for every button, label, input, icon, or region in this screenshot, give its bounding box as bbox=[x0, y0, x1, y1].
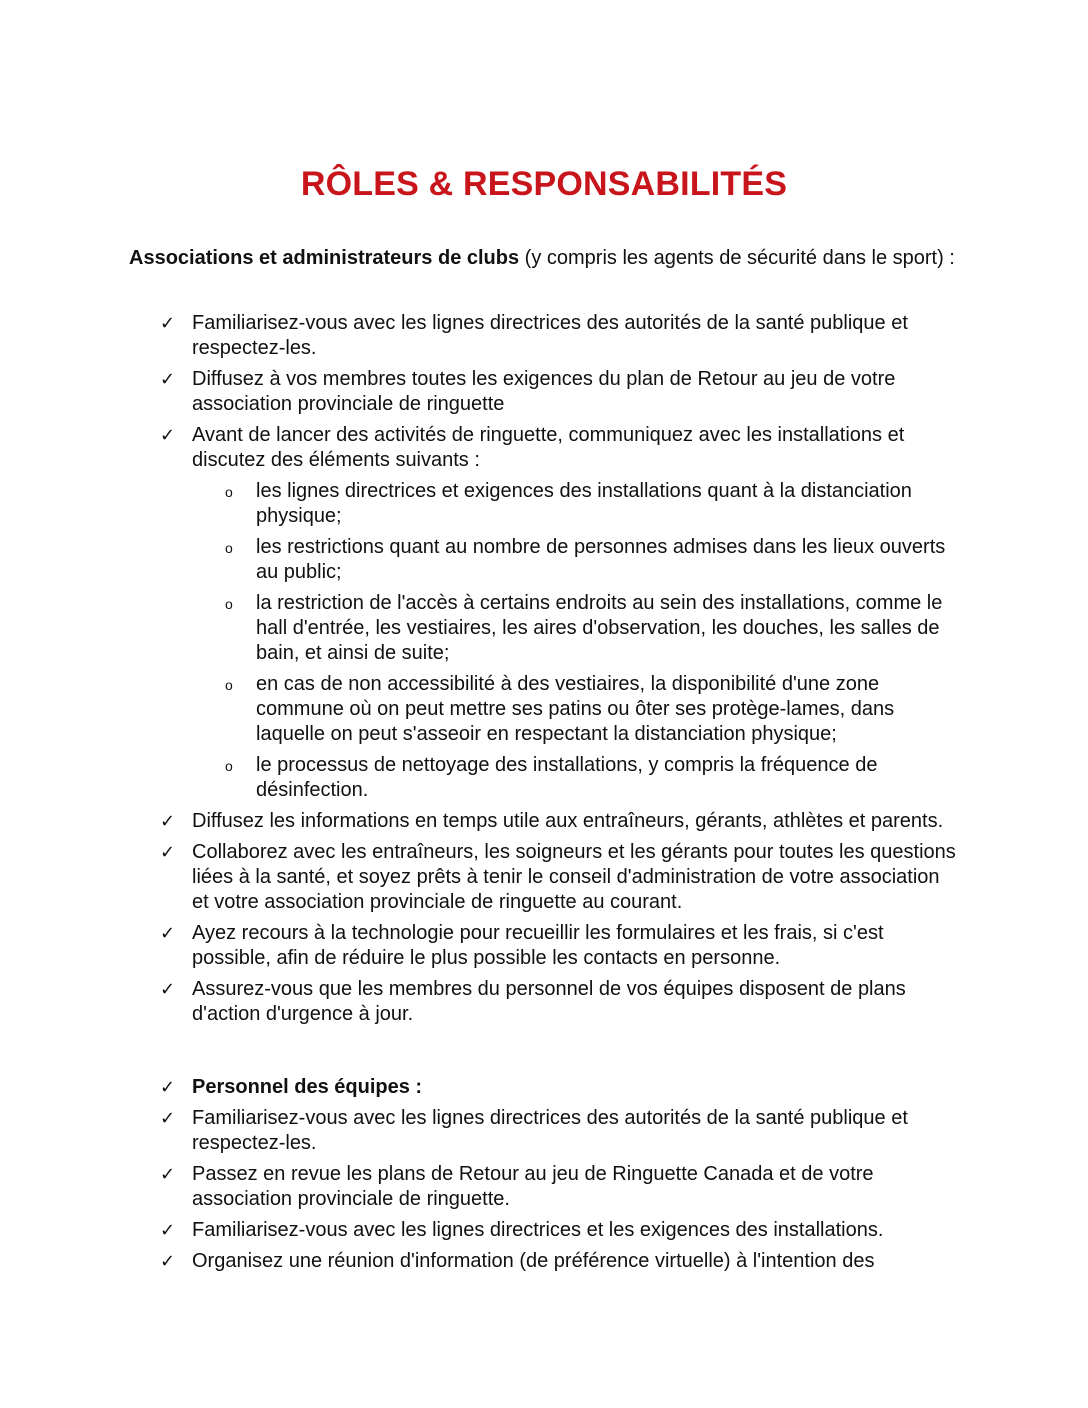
list-item-text: Collaborez avec les entraîneurs, les soigneurs et les gérants pour toutes les questions liées à la santé, et soyez prêts à tenir le conseil d'administration de votre association et votre association provinciale de ringuette au courant. bbox=[192, 841, 956, 913]
list-item bbox=[0, 1249, 960, 1274]
bullet-icon: o bbox=[225, 596, 233, 612]
page-title: RÔLES & RESPONSABILITÉS bbox=[300, 165, 788, 203]
list-item bbox=[0, 311, 960, 361]
check-icon: ✓ bbox=[160, 811, 176, 832]
sub-list-item-text: les restrictions quant au nombre de personnes admises dans les lieux ouverts au public; bbox=[256, 536, 946, 583]
check-icon: ✓ bbox=[160, 1077, 176, 1098]
bullet-icon: o bbox=[225, 677, 233, 693]
check-icon: ✓ bbox=[160, 1251, 176, 1272]
list-item-text: Familiarisez-vous avec les lignes directrices des autorités de la santé publique et respectez-les. bbox=[192, 1107, 908, 1154]
list-item-text: Avant de lancer des activités de ringuette, communiquez avec les installations et discutez des éléments suivants : bbox=[192, 424, 905, 471]
intro-bold-heading: Associations et administrateurs de clubs bbox=[129, 247, 520, 269]
section-heading-item bbox=[0, 1075, 960, 1100]
list-item-text: Familiarisez-vous avec les lignes directrices et les exigences des installations. bbox=[192, 1219, 884, 1241]
sub-list-item-text: la restriction de l'accès à certains endroits au sein des installations, comme le hall d'entrée, les vestiaires, les aires d'observation, les douches, les salles de bain, et ainsi de suite; bbox=[256, 592, 943, 664]
list-item bbox=[0, 1106, 960, 1156]
bullet-icon: o bbox=[225, 540, 233, 556]
list-item-text: Organisez une réunion d'information (de préférence virtuelle) à l'intention des bbox=[192, 1250, 875, 1272]
check-icon: ✓ bbox=[160, 979, 176, 1000]
responsibilities-list-associations bbox=[0, 311, 1088, 1033]
list-item-text: Ayez recours à la technologie pour recueillir les formulaires et les frais, si c'est possible, afin de réduire le plus possible les contacts en personne. bbox=[192, 922, 884, 969]
list-item bbox=[0, 977, 960, 1027]
list-item bbox=[0, 921, 960, 971]
sub-list-item-text: le processus de nettoyage des installations, y compris la fréquence de désinfection. bbox=[256, 754, 878, 801]
sub-list-item bbox=[0, 479, 960, 529]
list-item bbox=[0, 1218, 960, 1243]
sub-list-item bbox=[0, 672, 960, 747]
check-icon: ✓ bbox=[160, 1164, 176, 1185]
sub-list-item-text: les lignes directrices et exigences des installations quant à la distanciation physique; bbox=[256, 480, 912, 527]
sub-list-item bbox=[0, 535, 960, 585]
intro-paragraph bbox=[129, 245, 959, 271]
check-icon: ✓ bbox=[160, 923, 176, 944]
sub-list-item bbox=[0, 591, 960, 666]
list-item bbox=[0, 423, 960, 473]
sub-list-item bbox=[0, 753, 960, 803]
list-item-text: Familiarisez-vous avec les lignes directrices des autorités de la santé publique et respectez-les. bbox=[192, 312, 908, 359]
list-item bbox=[0, 367, 960, 417]
list-item bbox=[0, 809, 960, 834]
list-item-text: Diffusez les informations en temps utile aux entraîneurs, gérants, athlètes et parents. bbox=[192, 810, 944, 832]
sub-list-item-text: en cas de non accessibilité à des vestiaires, la disponibilité d'une zone commune où on peut mettre ses patins ou ôter ses protège-lames, dans laquelle on peut s'asseoir en respectant la distanciation physique; bbox=[256, 673, 895, 745]
bullet-icon: o bbox=[225, 758, 233, 774]
check-icon: ✓ bbox=[160, 425, 176, 446]
check-icon: ✓ bbox=[160, 1220, 176, 1241]
bullet-icon: o bbox=[225, 484, 233, 500]
list-item-text: Passez en revue les plans de Retour au jeu de Ringuette Canada et de votre association provinciale de ringuette. bbox=[192, 1163, 874, 1210]
list-item-text: Assurez-vous que les membres du personnel de vos équipes disposent de plans d'action d'urgence à jour. bbox=[192, 978, 906, 1025]
responsibilities-list-team-staff bbox=[0, 1075, 1088, 1280]
check-icon: ✓ bbox=[160, 313, 176, 334]
list-item bbox=[0, 840, 960, 915]
section-heading: Personnel des équipes : bbox=[192, 1076, 423, 1098]
list-item bbox=[0, 1162, 960, 1212]
check-icon: ✓ bbox=[160, 369, 176, 390]
check-icon: ✓ bbox=[160, 842, 176, 863]
list-item-text: Diffusez à vos membres toutes les exigences du plan de Retour au jeu de votre association provinciale de ringuette bbox=[192, 368, 896, 415]
check-icon: ✓ bbox=[160, 1108, 176, 1129]
intro-text: (y compris les agents de sécurité dans le sport) : bbox=[519, 247, 955, 269]
